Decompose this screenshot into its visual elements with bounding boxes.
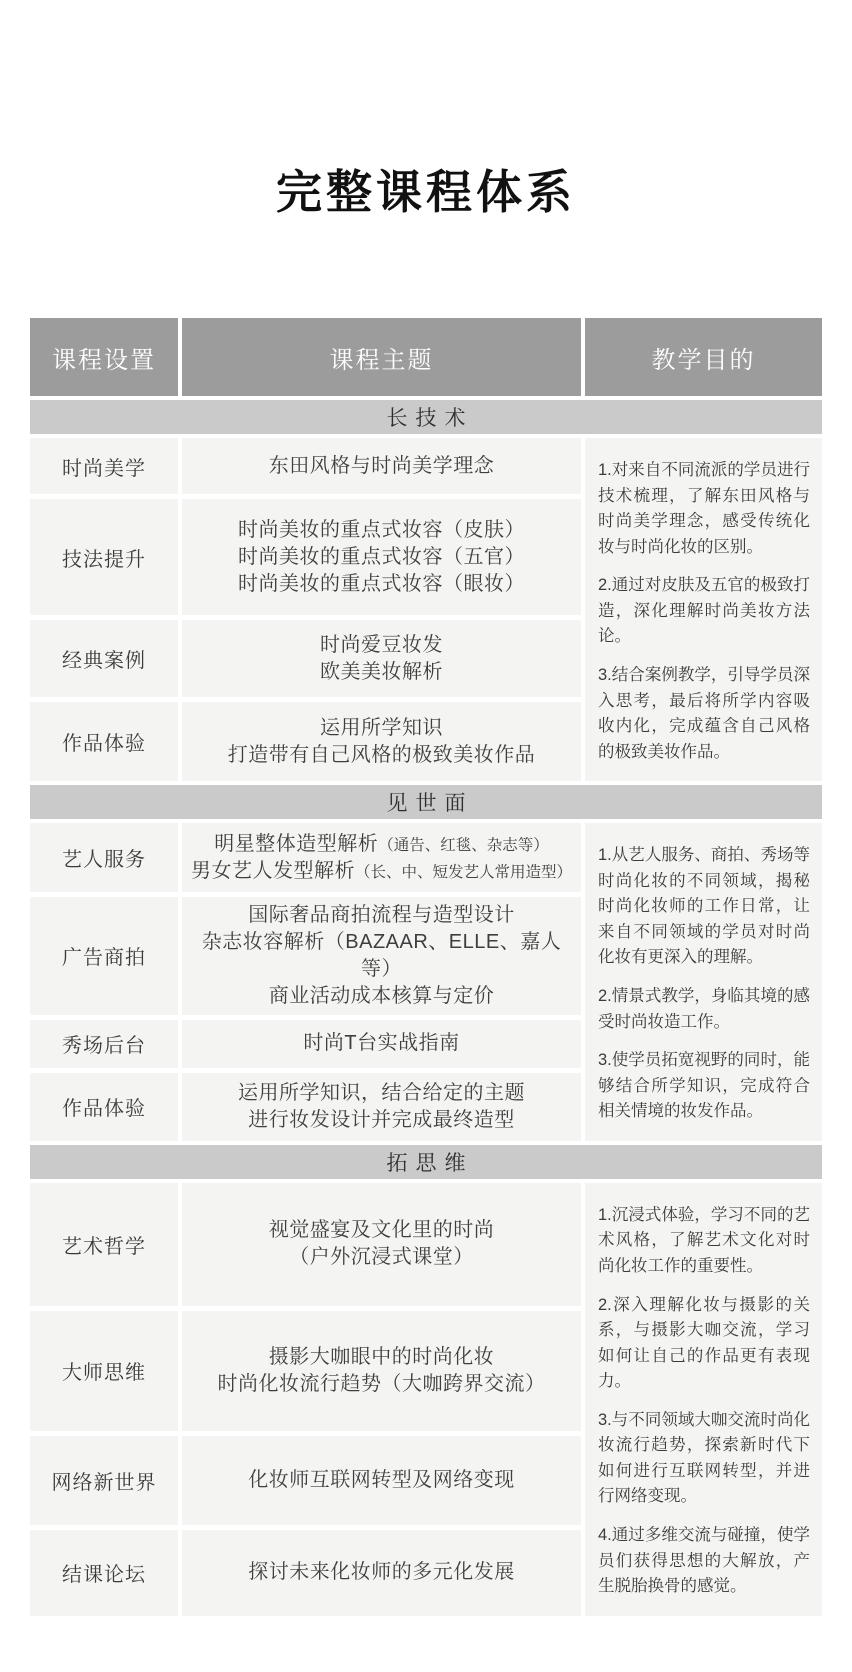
- topic-line: 时尚美妆的重点式妆容（眼妆）: [238, 572, 525, 595]
- objective-item: 1.沉浸式体验，学习不同的艺术风格，了解艺术文化对时尚化妆工作的重要性。: [598, 1205, 810, 1275]
- topic-cell: [182, 1073, 581, 1141]
- topic-cell: [182, 1530, 581, 1616]
- topic-cell: [182, 1183, 581, 1306]
- course-cell: 秀场后台: [30, 1020, 178, 1068]
- course-cell: 时尚美学: [30, 438, 178, 494]
- section-1-body: [30, 438, 822, 781]
- objective-item: 3.与不同领域大咖交流时尚化妆流行趋势，探索新时代下如何进行互联网转型，并进行网络变现。: [598, 1410, 810, 1506]
- objective-item: 2.情景式教学，身临其境的感受时尚妆造工作。: [598, 987, 810, 1031]
- course-cell: 艺人服务: [30, 823, 178, 892]
- topic-line: 视觉盛宴及文化里的时尚: [268, 1219, 495, 1242]
- topic-line: 欧美美妆解析: [320, 660, 443, 683]
- topic-line: 时尚美妆的重点式妆容（皮肤）: [238, 518, 525, 541]
- course-cell: 作品体验: [30, 1073, 178, 1141]
- topic-line: 商业活动成本核算与定价: [268, 984, 495, 1007]
- topic-line: 化妆师互联网转型及网络变现: [248, 1468, 515, 1491]
- topic-cell: [182, 1436, 581, 1525]
- topic-cell: [182, 823, 581, 892]
- table-header-row: [30, 318, 822, 396]
- topic-line: 运用所学知识: [320, 716, 443, 739]
- section-3-body: [30, 1183, 822, 1616]
- topic-cell: [182, 1311, 581, 1431]
- course-cell: 大师思维: [30, 1311, 178, 1431]
- topic-line: 时尚化妆流行趋势（大咖跨界交流）: [217, 1372, 546, 1395]
- section-2-body: [30, 823, 822, 1141]
- course-cell: 作品体验: [30, 702, 178, 781]
- section-3-header: 拓思维: [30, 1145, 822, 1179]
- topic-line: 东田风格与时尚美学理念: [268, 454, 495, 477]
- topic-cell: [182, 897, 581, 1014]
- objectives-cell: [585, 823, 822, 1141]
- section-1-header: 长技术: [30, 400, 822, 434]
- topic-line: 探讨未来化妆师的多元化发展: [248, 1561, 515, 1584]
- header-course-setup: 课程设置: [30, 318, 178, 396]
- objectives-cell: [585, 1183, 822, 1616]
- objectives-cell: [585, 438, 822, 781]
- course-table: [30, 318, 822, 1620]
- topic-cell: [182, 1020, 581, 1068]
- objective-item: 1.对来自不同流派的学员进行技术梳理，了解东田风格与时尚美学理念，感受传统化妆与时尚化妆的区别。: [598, 461, 810, 556]
- page-title: 完整课程体系: [276, 165, 576, 219]
- objective-item: 4.通过多维交流与碰撞，使学员们获得思想的大解放，产生脱胎换骨的感觉。: [598, 1526, 810, 1596]
- course-cell: 广告商拍: [30, 897, 178, 1014]
- objective-item: 2.通过对皮肤及五官的极致打造，深化理解时尚美妆方法论。: [598, 576, 810, 646]
- topic-cell: [182, 438, 581, 494]
- section-2-header: 见世面: [30, 785, 822, 819]
- course-cell: 结课论坛: [30, 1530, 178, 1616]
- header-course-topic: 课程主题: [182, 318, 581, 396]
- topic-line: 时尚T台实战指南: [303, 1032, 460, 1055]
- topic-line: 打造带有自己风格的极致美妆作品: [227, 743, 536, 766]
- topic-line: 运用所学知识，结合给定的主题: [238, 1081, 525, 1104]
- course-cell: 经典案例: [30, 620, 178, 697]
- topic-line: 时尚美妆的重点式妆容（五官）: [238, 545, 525, 568]
- course-cell: 艺术哲学: [30, 1183, 178, 1306]
- topic-line: 摄影大咖眼中的时尚化妆: [268, 1345, 495, 1368]
- topic-line: （户外沉浸式课堂）: [289, 1246, 474, 1269]
- topic-line: 进行妆发设计并完成最终造型: [248, 1108, 515, 1131]
- topic-cell: [182, 620, 581, 697]
- topic-cell: [182, 499, 581, 615]
- header-teaching-purpose: 教学目的: [585, 318, 822, 396]
- topic-line: 男女艺人发型解析（长、中、短发艺人常用造型）: [190, 859, 572, 882]
- objective-item: 3.使学员拓宽视野的同时，能够结合所学知识，完成符合相关情境的妆发作品。: [598, 1051, 810, 1121]
- objective-item: 1.从艺人服务、商拍、秀场等时尚化妆的不同领域，揭秘时尚化妆师的工作日常，让来自不同领域的学员对时尚化妆有更深入的理解。: [598, 846, 810, 967]
- objective-item: 3.结合案例教学，引导学员深入思考，最后将所学内容吸收内化，完成蕴含自己风格的极致美妆作品。: [598, 665, 810, 761]
- course-cell: 技法提升: [30, 499, 178, 615]
- course-cell: 网络新世界: [30, 1436, 178, 1525]
- topic-line: 国际奢品商拍流程与造型设计: [248, 903, 515, 926]
- topic-line: 明星整体造型解析（通告、红毯、杂志等）: [214, 832, 549, 855]
- topic-line: 时尚爱豆妆发: [320, 633, 443, 656]
- topic-cell: [182, 702, 581, 781]
- topic-line: 杂志妆容解析（BAZAAR、ELLE、嘉人等）: [201, 930, 562, 980]
- objective-item: 2.深入理解化妆与摄影的关系，与摄影大咖交流，学习如何让自己的作品更有表现力。: [598, 1295, 810, 1391]
